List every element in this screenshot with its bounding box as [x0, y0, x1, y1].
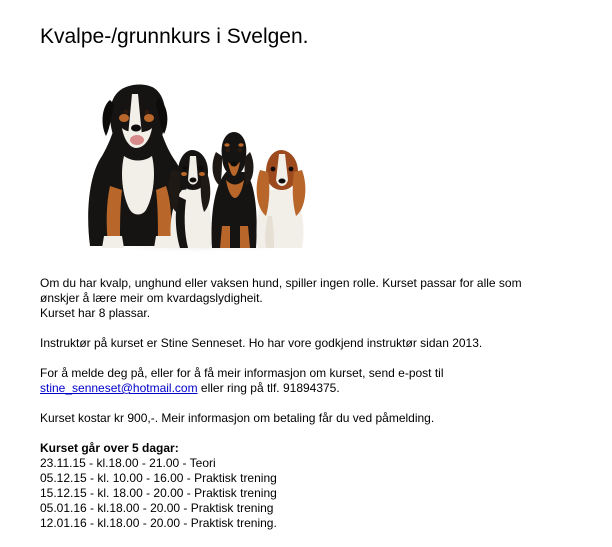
- price-paragraph: [40, 411, 605, 426]
- intro-line-1: Om du har kvalp, unghund eller vaksen hund, spiller ingen rolle. Kurset passar for alle som: [40, 276, 522, 290]
- schedule-item: 15.12.15 - kl. 18.00 - 20.00 - Praktisk trening: [40, 486, 277, 500]
- four-dogs-photo: [80, 76, 316, 254]
- instructor-paragraph: [40, 336, 605, 351]
- black-and-tan-dog: [212, 132, 257, 248]
- cavalier-blenheim-dog: [257, 150, 306, 248]
- contact-paragraph: [40, 366, 605, 396]
- instructor-line: Instruktør på kurset er Stine Senneset. Ho har vore godkjend instruktør sidan 2013.: [40, 336, 483, 350]
- schedule-section: [40, 441, 605, 531]
- phone-text: eller ring på tlf. 91894375.: [197, 381, 340, 395]
- contact-line-1: For å melde deg på, eller for å få meir informasjon om kurset, send e-post til: [40, 366, 444, 380]
- price-line: Kurset kostar kr 900,-. Meir informasjon om betaling får du ved påmelding.: [40, 411, 435, 425]
- contact-line-2: [40, 381, 605, 396]
- schedule-item: 05.01.16 - kl.18.00 - 20.00 - Praktisk trening: [40, 501, 274, 515]
- page-title: Kvalpe-/grunnkurs i Svelgen.: [40, 25, 309, 48]
- schedule-heading: Kurset går over 5 dagar:: [40, 441, 179, 455]
- email-link[interactable]: stine_senneset@hotmail.com: [40, 381, 198, 395]
- intro-line-2: ønskjer å lære meir om kvardagslydigheit.: [40, 291, 263, 305]
- intro-line-3: Kurset har 8 plassar.: [40, 306, 151, 320]
- schedule-item: 12.01.16 - kl.18.00 - 20.00 - Praktisk trening.: [40, 516, 277, 530]
- schedule-item: 05.12.15 - kl. 10.00 - 16.00 - Praktisk trening: [40, 471, 277, 485]
- intro-paragraph: [40, 276, 605, 321]
- schedule-item: 23.11.15 - kl.18.00 - 21.00 - Teori: [40, 456, 216, 470]
